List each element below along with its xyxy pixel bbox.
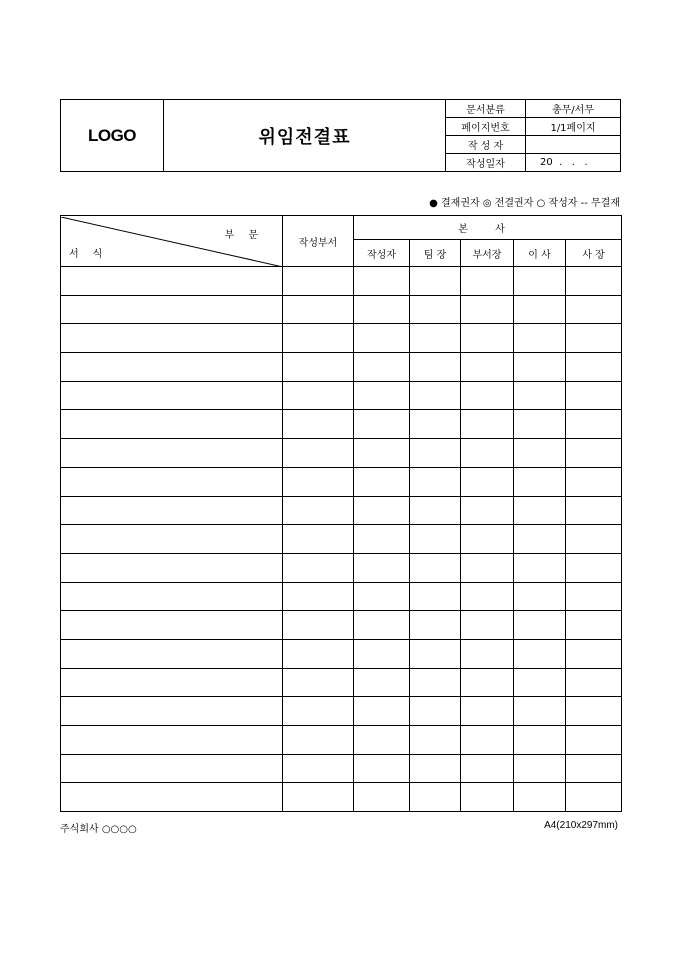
- author-value: [526, 136, 621, 154]
- table-cell[interactable]: [283, 582, 354, 611]
- table-cell[interactable]: [410, 267, 461, 296]
- table-cell[interactable]: [354, 668, 410, 697]
- table-cell[interactable]: [410, 324, 461, 353]
- table-cell[interactable]: [283, 783, 354, 812]
- table-cell[interactable]: [354, 726, 410, 755]
- table-row: [61, 410, 622, 439]
- table-row: [61, 496, 622, 525]
- table-cell[interactable]: [461, 697, 514, 726]
- table-cell[interactable]: [410, 353, 461, 382]
- table-cell[interactable]: [61, 410, 283, 439]
- table-cell[interactable]: [354, 697, 410, 726]
- table-cell[interactable]: [61, 582, 283, 611]
- approval-legend: ● 결재권자 ◎ 전결권자 ○ 작성자 -- 무결재: [429, 198, 620, 209]
- table-cell[interactable]: [410, 639, 461, 668]
- table-cell[interactable]: [461, 582, 514, 611]
- table-row: [61, 353, 622, 382]
- table-cell[interactable]: [514, 611, 566, 640]
- page-number-label: 페이지번호: [446, 118, 526, 136]
- table-cell[interactable]: [461, 726, 514, 755]
- table-cell[interactable]: [283, 324, 354, 353]
- table-cell[interactable]: [514, 697, 566, 726]
- document-title: 위임전결표: [164, 100, 446, 172]
- table-cell[interactable]: [566, 553, 622, 582]
- table-cell[interactable]: [354, 295, 410, 324]
- table-cell[interactable]: [283, 410, 354, 439]
- table-row: [61, 668, 622, 697]
- table-cell[interactable]: [461, 668, 514, 697]
- table-cell[interactable]: [61, 324, 283, 353]
- table-cell[interactable]: [461, 410, 514, 439]
- table-row: [61, 467, 622, 496]
- table-cell[interactable]: [566, 467, 622, 496]
- table-cell[interactable]: [410, 726, 461, 755]
- table-row: [61, 324, 622, 353]
- paper-size: A4(210x297mm): [544, 820, 618, 831]
- table-cell[interactable]: [61, 267, 283, 296]
- table-cell[interactable]: [514, 726, 566, 755]
- col-team-lead: 팀 장: [410, 240, 461, 267]
- table-cell[interactable]: [61, 726, 283, 755]
- table-cell[interactable]: [61, 525, 283, 554]
- table-cell[interactable]: [566, 668, 622, 697]
- table-cell[interactable]: [410, 754, 461, 783]
- table-cell[interactable]: [566, 639, 622, 668]
- table-body: [61, 267, 622, 812]
- table-row: [61, 754, 622, 783]
- table-cell[interactable]: [566, 267, 622, 296]
- table-cell[interactable]: [61, 697, 283, 726]
- table-row: [61, 439, 622, 468]
- table-cell[interactable]: [461, 754, 514, 783]
- table-cell[interactable]: [461, 381, 514, 410]
- col-dept-head: 부서장: [461, 240, 514, 267]
- diagonal-header-cell: [61, 216, 283, 267]
- table-cell[interactable]: [354, 496, 410, 525]
- diag-bottom-label: 서식: [69, 249, 117, 260]
- table-cell[interactable]: [514, 553, 566, 582]
- table-cell[interactable]: [354, 783, 410, 812]
- col-director: 이 사: [514, 240, 566, 267]
- table-cell[interactable]: [410, 467, 461, 496]
- table-cell[interactable]: [354, 439, 410, 468]
- table-cell[interactable]: [514, 525, 566, 554]
- table-cell[interactable]: [354, 381, 410, 410]
- col-president: 사 장: [566, 240, 622, 267]
- table-cell[interactable]: [514, 381, 566, 410]
- table-row: [61, 726, 622, 755]
- table-cell[interactable]: [566, 525, 622, 554]
- table-cell[interactable]: [410, 525, 461, 554]
- table-cell[interactable]: [410, 553, 461, 582]
- table-cell[interactable]: [61, 467, 283, 496]
- table-cell[interactable]: [61, 639, 283, 668]
- table-cell[interactable]: [410, 582, 461, 611]
- table-row: [61, 783, 622, 812]
- table-cell[interactable]: [283, 353, 354, 382]
- table-cell[interactable]: [354, 611, 410, 640]
- table-cell[interactable]: [461, 611, 514, 640]
- dept-column-header: 작성부서: [283, 216, 354, 267]
- table-cell[interactable]: [461, 267, 514, 296]
- table-cell[interactable]: [354, 582, 410, 611]
- table-cell[interactable]: [461, 295, 514, 324]
- table-cell[interactable]: [61, 295, 283, 324]
- doc-class-label: 문서분류: [446, 100, 526, 118]
- table-cell[interactable]: [410, 496, 461, 525]
- table-cell[interactable]: [283, 639, 354, 668]
- author-label: 작 성 자: [446, 136, 526, 154]
- table-cell[interactable]: [461, 496, 514, 525]
- table-row: [61, 582, 622, 611]
- table-row: [61, 381, 622, 410]
- table-row: [61, 611, 622, 640]
- table-cell[interactable]: [283, 295, 354, 324]
- table-cell[interactable]: [61, 611, 283, 640]
- logo: LOGO: [61, 100, 164, 172]
- table-cell[interactable]: [410, 697, 461, 726]
- table-cell[interactable]: [566, 353, 622, 382]
- table-cell[interactable]: [61, 381, 283, 410]
- table-cell[interactable]: [283, 381, 354, 410]
- hq-group-header: 본 사: [354, 216, 622, 240]
- page-number-value: 1/1페이지: [526, 118, 621, 136]
- table-cell[interactable]: [410, 783, 461, 812]
- table-cell[interactable]: [283, 754, 354, 783]
- table-cell[interactable]: [283, 611, 354, 640]
- table-cell[interactable]: [354, 324, 410, 353]
- table-cell[interactable]: [461, 353, 514, 382]
- table-cell[interactable]: [566, 410, 622, 439]
- table-cell[interactable]: [283, 525, 354, 554]
- diag-top-label: 부문: [224, 230, 272, 241]
- table-cell[interactable]: [354, 353, 410, 382]
- document-header: [60, 99, 621, 172]
- table-cell[interactable]: [514, 353, 566, 382]
- table-cell[interactable]: [566, 783, 622, 812]
- table-cell[interactable]: [61, 496, 283, 525]
- table-cell[interactable]: [354, 639, 410, 668]
- table-cell[interactable]: [514, 324, 566, 353]
- table-cell[interactable]: [410, 439, 461, 468]
- table-cell[interactable]: [514, 639, 566, 668]
- table-cell[interactable]: [61, 754, 283, 783]
- table-cell[interactable]: [514, 783, 566, 812]
- table-cell[interactable]: [283, 267, 354, 296]
- table-cell[interactable]: [461, 783, 514, 812]
- table-cell[interactable]: [283, 467, 354, 496]
- table-cell[interactable]: [61, 668, 283, 697]
- table-row: [61, 295, 622, 324]
- table-cell[interactable]: [514, 295, 566, 324]
- table-cell[interactable]: [566, 496, 622, 525]
- table-cell[interactable]: [283, 439, 354, 468]
- table-cell[interactable]: [283, 553, 354, 582]
- delegation-table: [60, 215, 622, 812]
- table-cell[interactable]: [61, 553, 283, 582]
- table-cell[interactable]: [514, 582, 566, 611]
- table-cell[interactable]: [283, 726, 354, 755]
- table-cell[interactable]: [354, 553, 410, 582]
- table-cell[interactable]: [461, 467, 514, 496]
- table-cell[interactable]: [354, 525, 410, 554]
- table-row: [61, 267, 622, 296]
- table-row: [61, 697, 622, 726]
- table-row: [61, 553, 622, 582]
- table-cell[interactable]: [566, 754, 622, 783]
- table-cell[interactable]: [354, 754, 410, 783]
- table-cell[interactable]: [514, 668, 566, 697]
- table-cell[interactable]: [514, 439, 566, 468]
- table-cell[interactable]: [410, 295, 461, 324]
- table-cell[interactable]: [61, 353, 283, 382]
- company-name: 주식회사 ○○○○: [60, 824, 137, 835]
- date-label: 작성일자: [446, 154, 526, 172]
- table-cell[interactable]: [566, 582, 622, 611]
- table-cell[interactable]: [410, 668, 461, 697]
- date-value: 20 . . .: [526, 154, 621, 172]
- table-cell[interactable]: [61, 783, 283, 812]
- table-cell[interactable]: [461, 439, 514, 468]
- table-cell[interactable]: [514, 754, 566, 783]
- table-cell[interactable]: [514, 496, 566, 525]
- doc-class-value: 총무/서무: [526, 100, 621, 118]
- table-cell[interactable]: [461, 553, 514, 582]
- table-cell[interactable]: [566, 697, 622, 726]
- table-cell[interactable]: [283, 496, 354, 525]
- table-cell[interactable]: [566, 295, 622, 324]
- table-cell[interactable]: [514, 410, 566, 439]
- table-cell[interactable]: [410, 611, 461, 640]
- table-cell[interactable]: [514, 267, 566, 296]
- table-cell[interactable]: [461, 525, 514, 554]
- table-cell[interactable]: [566, 439, 622, 468]
- table-cell[interactable]: [566, 324, 622, 353]
- table-cell[interactable]: [283, 668, 354, 697]
- table-cell[interactable]: [566, 726, 622, 755]
- table-cell[interactable]: [354, 467, 410, 496]
- table-cell[interactable]: [61, 439, 283, 468]
- table-row: [61, 525, 622, 554]
- col-writer: 작성자: [354, 240, 410, 267]
- table-cell[interactable]: [410, 381, 461, 410]
- table-cell[interactable]: [283, 697, 354, 726]
- table-cell[interactable]: [461, 324, 514, 353]
- table-cell[interactable]: [566, 381, 622, 410]
- table-cell[interactable]: [354, 410, 410, 439]
- table-cell[interactable]: [410, 410, 461, 439]
- table-cell[interactable]: [566, 611, 622, 640]
- table-cell[interactable]: [514, 467, 566, 496]
- table-row: [61, 639, 622, 668]
- table-cell[interactable]: [461, 639, 514, 668]
- table-cell[interactable]: [354, 267, 410, 296]
